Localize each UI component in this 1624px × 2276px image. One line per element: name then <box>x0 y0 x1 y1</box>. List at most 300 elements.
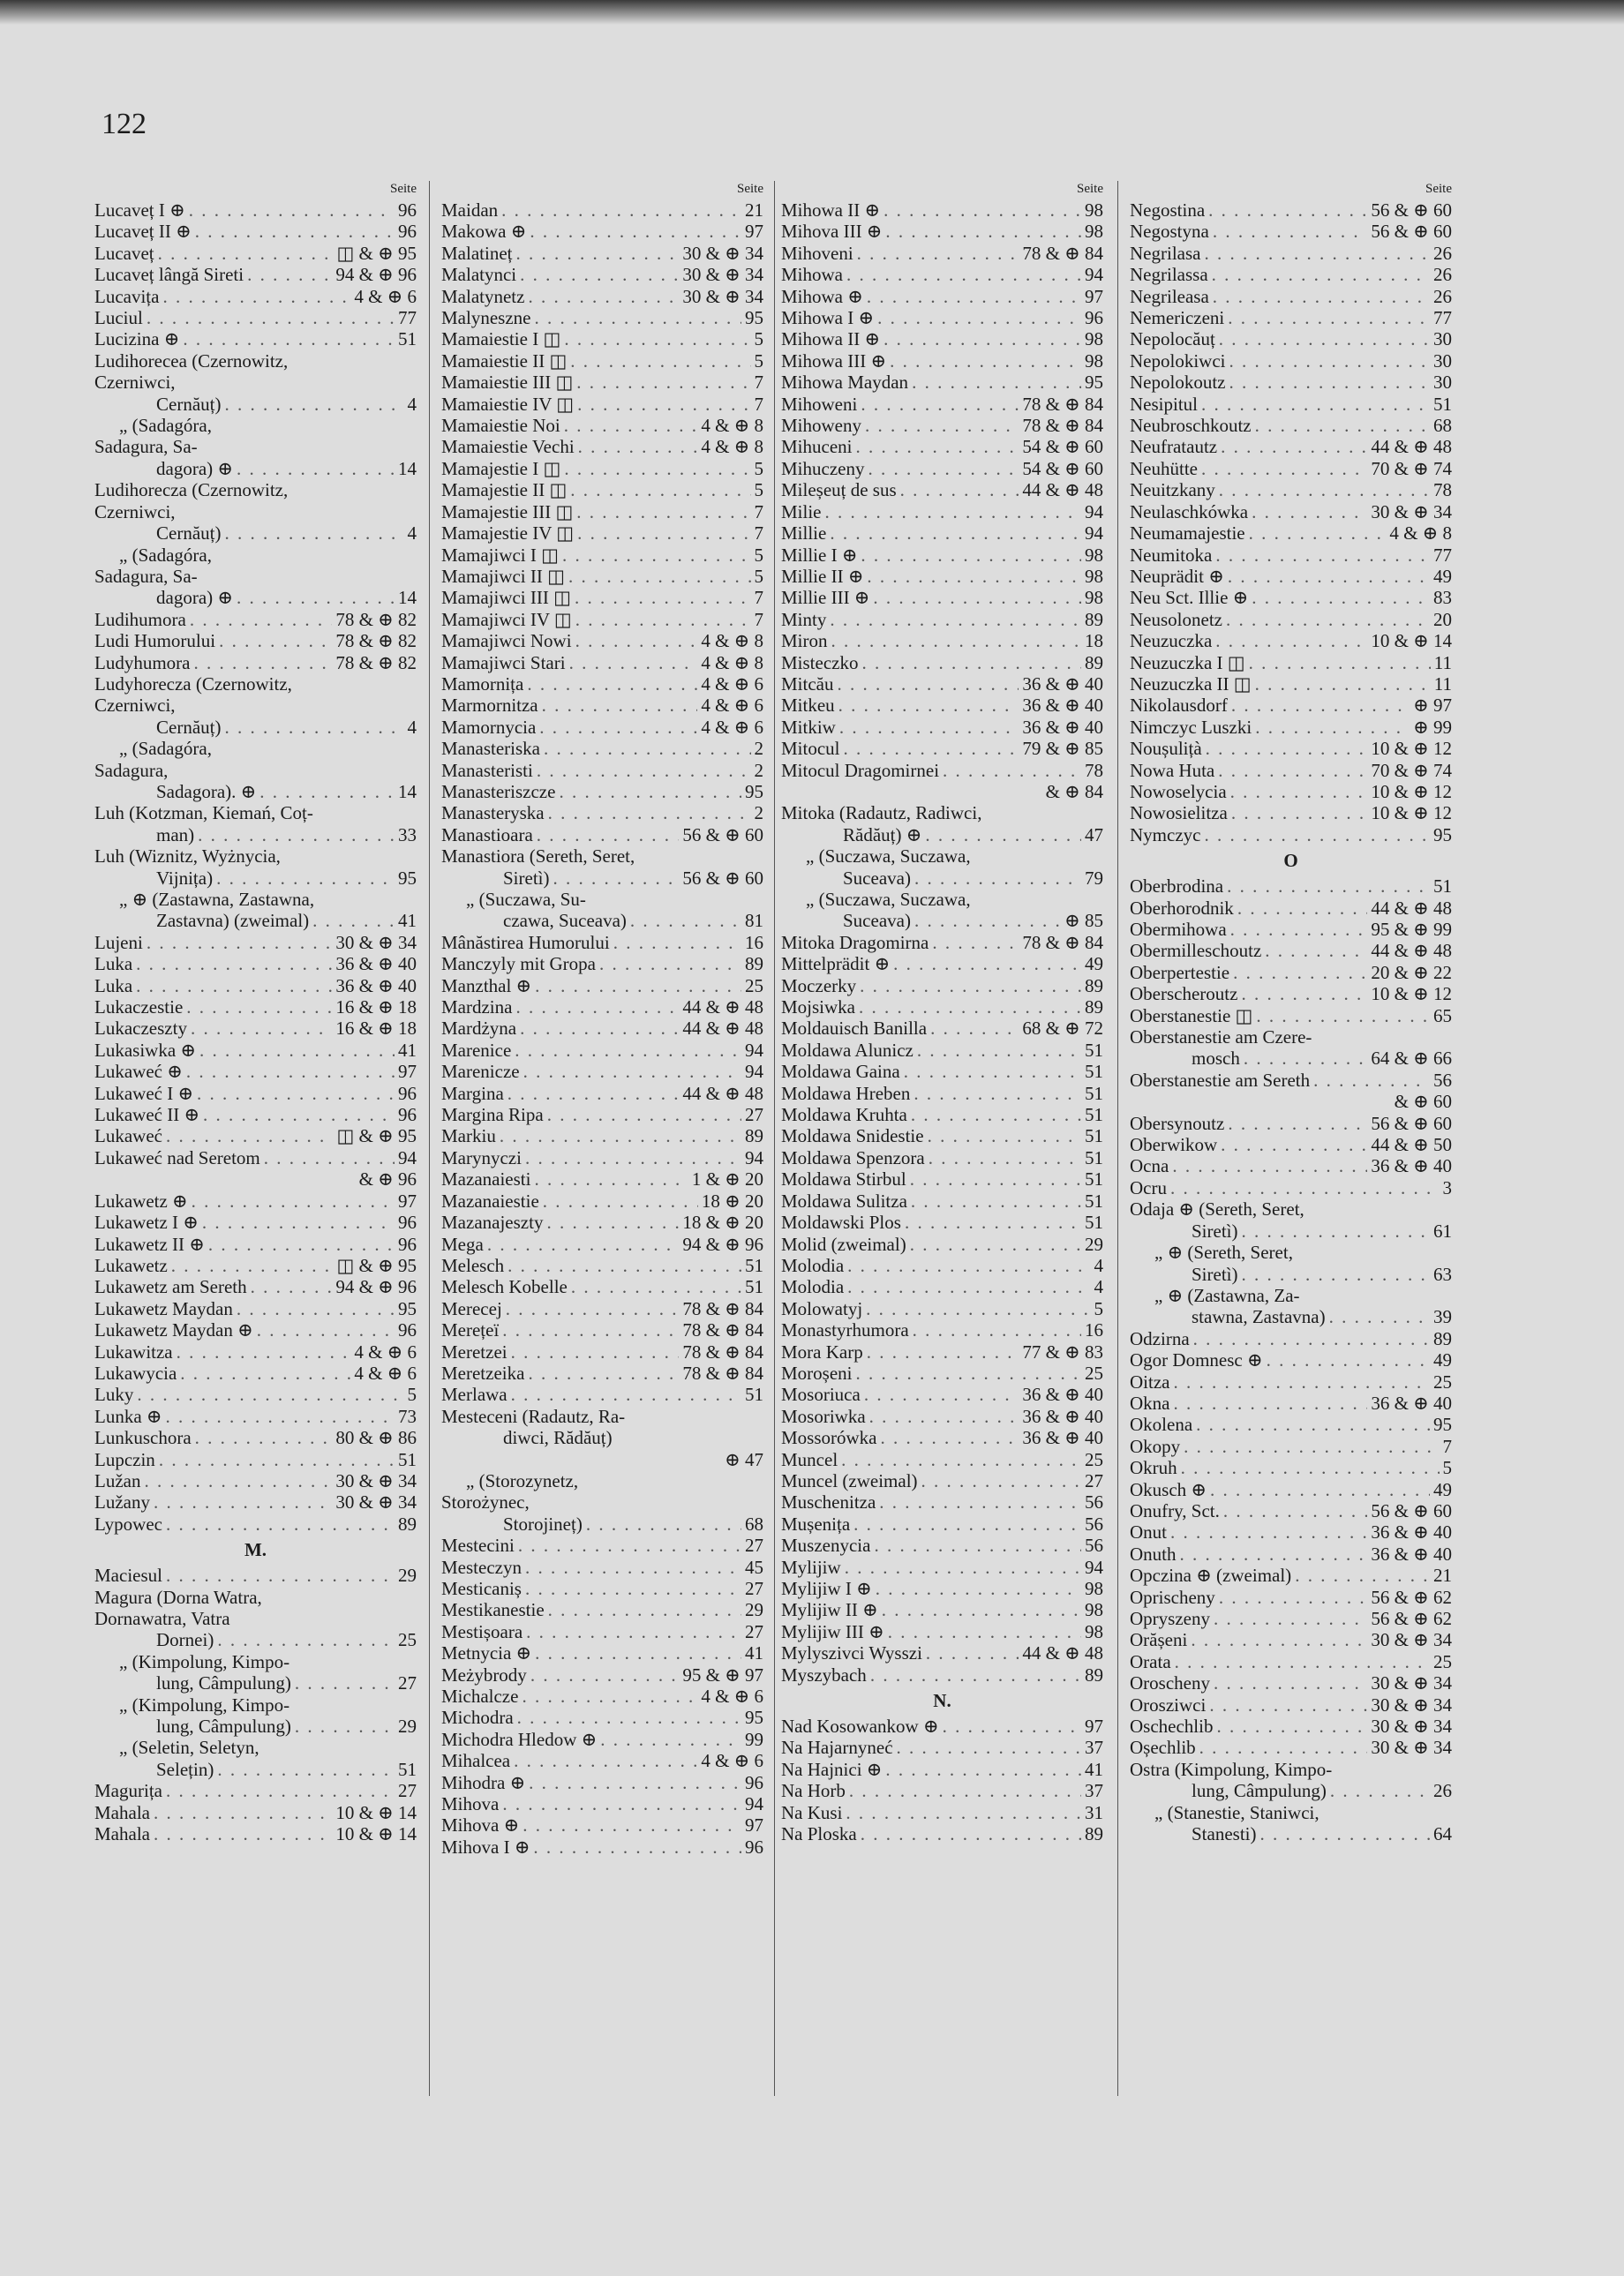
dot-leader <box>904 1061 1081 1082</box>
entry-name: Merlawa <box>441 1384 508 1406</box>
entry-page-ref: 25 <box>1433 1371 1452 1393</box>
dot-leader <box>599 953 741 974</box>
entry-name: Sadagora). ⊕ <box>156 780 257 802</box>
entry-name: Mihalcea <box>441 1750 511 1772</box>
dot-leader <box>860 975 1081 996</box>
index-entry <box>781 1384 1103 1405</box>
index-entry <box>781 328 1103 349</box>
dot-leader <box>186 1061 395 1082</box>
dot-leader <box>1330 1780 1430 1801</box>
index-entry <box>1130 286 1452 307</box>
index-entry <box>441 673 763 695</box>
entry-page-ref: 2 <box>754 759 763 781</box>
entry-name: Storojineț) <box>503 1513 583 1535</box>
entry-page-ref: 31 <box>1085 1801 1103 1823</box>
dot-leader <box>861 545 1081 566</box>
entry-name: Nowoselycia <box>1130 780 1227 802</box>
entry-page-ref: 14 <box>398 780 417 802</box>
index-entry-continuation: „ ⊕ (Zastawna, Za- <box>1154 1284 1300 1306</box>
index-entry <box>94 1191 417 1212</box>
index-entry-continuation: Mitoka (Radautz, Radiwci, <box>781 802 982 824</box>
index-entry <box>441 1276 763 1297</box>
index-entry-continuation: „ ⊕ (Sereth, Seret, <box>1154 1242 1293 1264</box>
entry-name: Lukawycia <box>94 1362 177 1384</box>
dot-leader <box>237 1298 395 1319</box>
entry-page-ref: 63 <box>1433 1263 1452 1285</box>
dot-leader <box>537 760 751 781</box>
dot-leader <box>1219 479 1430 500</box>
entry-name: Neuhütte <box>1130 457 1198 479</box>
entry-page-ref: 44 & ⊕ 48 <box>1022 1642 1103 1664</box>
entry-name: Malatynci <box>441 264 517 286</box>
dot-leader <box>928 1125 1081 1146</box>
index-entry <box>781 372 1103 393</box>
index-entry <box>441 1234 763 1255</box>
dot-leader <box>525 1578 741 1599</box>
dot-leader <box>569 652 698 673</box>
entry-name: Mamaiestie IV ◫ <box>441 393 575 415</box>
index-entry-continuation: Oberstanestie am Czere- <box>1130 1026 1312 1048</box>
entry-name: Lucaveț lângă Sireti <box>94 264 244 286</box>
entry-name: Luka <box>94 953 133 975</box>
dot-leader <box>874 1535 1081 1556</box>
index-entry <box>441 328 763 349</box>
index-entry-continuation: „ (Storozynetz, <box>466 1469 579 1491</box>
dot-leader <box>1242 1264 1431 1285</box>
entry-page-ref: 36 & ⊕ 40 <box>1022 1384 1103 1406</box>
dot-leader <box>508 1083 680 1104</box>
entry-page-ref: 51 <box>1085 1212 1103 1234</box>
entry-page-ref: 51 <box>745 1384 763 1406</box>
dot-leader <box>520 264 679 285</box>
entry-name: Negrileasa <box>1130 285 1209 307</box>
entry-name: Margina <box>441 1082 504 1104</box>
entry-name: Rădăuț) ⊕ <box>843 823 922 845</box>
column-header-seite: Seite <box>737 182 763 196</box>
entry-page-ref: 56 & ⊕ 60 <box>1371 1112 1452 1134</box>
entry-name: Manasteriszcze <box>441 780 556 802</box>
index-entry <box>441 738 763 759</box>
index-entry <box>441 522 763 544</box>
index-entry <box>441 479 763 500</box>
entry-page-ref: 51 <box>1085 1082 1103 1104</box>
index-entry <box>781 1621 1103 1642</box>
entry-name: Magurița <box>94 1780 162 1802</box>
index-column-1 <box>94 178 417 1844</box>
index-entry-continuation: Magura (Dorna Watra, <box>94 1586 262 1608</box>
index-entry <box>441 1341 763 1363</box>
entry-name: Luky <box>94 1384 134 1406</box>
dot-leader <box>192 1191 395 1212</box>
entry-page-ref: 68 & ⊕ 72 <box>1022 1018 1103 1040</box>
index-entry <box>94 975 417 996</box>
dot-leader <box>905 1212 1081 1233</box>
index-entry <box>781 760 1103 781</box>
entry-name: Malatineț <box>441 242 513 264</box>
entry-name: Okolena <box>1130 1414 1193 1436</box>
dot-leader <box>847 1276 1090 1297</box>
index-column-3 <box>781 178 1103 1844</box>
entry-page-ref: 18 ⊕ 20 <box>701 1190 763 1212</box>
entry-page-ref: 89 <box>1085 974 1103 996</box>
dot-leader <box>930 1018 1019 1039</box>
index-entry <box>94 1565 417 1586</box>
index-entry <box>441 501 763 522</box>
index-entry <box>781 1470 1103 1491</box>
dot-leader <box>166 1406 395 1427</box>
entry-name: Dornei) <box>156 1629 214 1651</box>
entry-page-ref: 36 & ⊕ 40 <box>1022 1427 1103 1449</box>
entry-page-ref: 37 <box>1085 1780 1103 1802</box>
dot-leader <box>537 824 680 845</box>
entry-name: Moldawa Snidestie <box>781 1125 924 1147</box>
dot-leader <box>530 221 741 242</box>
dot-leader <box>564 458 750 479</box>
dot-leader <box>1265 940 1367 961</box>
entry-name: Stanesti) <box>1192 1823 1257 1845</box>
entry-name: Oberstanestie am Sereth <box>1130 1069 1311 1091</box>
index-entry-continuation: Czerniwci, <box>94 695 176 717</box>
dot-leader <box>522 1686 697 1707</box>
entry-page-ref: 94 & ⊕ 96 <box>335 1276 417 1298</box>
index-entry <box>781 1535 1103 1556</box>
dot-leader <box>511 1341 680 1363</box>
entry-page-ref: 56 <box>1085 1513 1103 1535</box>
dot-leader <box>546 1212 679 1233</box>
entry-name: Monastyrhumora <box>781 1319 909 1341</box>
index-entry-continuation: & ⊕ 60 <box>1394 1091 1452 1113</box>
entry-name: Mușenița <box>781 1513 851 1535</box>
index-entry <box>441 868 763 889</box>
index-entry <box>781 1491 1103 1513</box>
dot-leader <box>171 1255 334 1276</box>
dot-leader <box>879 1491 1081 1513</box>
entry-name: Oberbrodina <box>1130 875 1224 898</box>
entry-name: Mihoweny <box>781 415 861 437</box>
entry-page-ref: 30 & ⊕ 34 <box>335 1469 417 1491</box>
dot-leader <box>1260 1823 1431 1844</box>
dot-leader <box>1249 652 1431 673</box>
dot-leader <box>190 609 333 630</box>
entry-page-ref: 78 & ⊕ 82 <box>335 608 417 630</box>
entry-name: Zastavna) (zweimal) <box>156 910 310 932</box>
entry-name: Marenicze <box>441 1061 520 1083</box>
dot-leader <box>846 1802 1081 1823</box>
index-entry <box>441 372 763 393</box>
dot-leader <box>166 1565 395 1586</box>
entry-page-ref: 94 & ⊕ 96 <box>335 264 417 286</box>
index-entry-continuation: „ (Suczawa, Suczawa, <box>806 845 971 868</box>
dot-leader <box>830 522 1081 544</box>
index-entry <box>1130 609 1452 630</box>
dot-leader <box>542 695 698 716</box>
dot-leader <box>217 1629 395 1650</box>
index-entry <box>781 609 1103 630</box>
entry-name: Oberhorodnik <box>1130 897 1234 919</box>
dot-leader <box>1170 1521 1367 1543</box>
index-entry <box>94 1470 417 1491</box>
index-entry <box>441 996 763 1018</box>
index-entry <box>1130 1823 1452 1844</box>
entry-page-ref: 36 & ⊕ 40 <box>1022 672 1103 695</box>
index-entry <box>781 1125 1103 1146</box>
index-entry <box>441 1621 763 1642</box>
dot-leader <box>559 781 741 802</box>
dot-leader <box>897 1737 1081 1758</box>
entry-page-ref: 36 & ⊕ 40 <box>1022 716 1103 738</box>
dot-leader <box>577 394 750 415</box>
entry-name: Lujeni <box>94 931 143 953</box>
dot-leader <box>562 545 751 566</box>
entry-page-ref: 4 & ⊕ 8 <box>701 436 763 458</box>
entry-page-ref: 79 <box>1085 867 1103 889</box>
dot-leader <box>1237 898 1368 919</box>
entry-name: Siretì) <box>1192 1263 1238 1285</box>
dot-leader <box>825 501 1082 522</box>
index-entry <box>1130 307 1452 328</box>
index-entry <box>1130 1479 1452 1500</box>
dot-leader <box>853 1514 1081 1535</box>
entry-page-ref: 27 <box>745 1104 763 1126</box>
entry-page-ref: 78 & ⊕ 84 <box>682 1319 763 1341</box>
index-entry <box>94 522 417 544</box>
entry-page-ref: 2 <box>754 738 763 760</box>
entry-page-ref: 96 <box>398 199 417 221</box>
index-entry <box>1130 1521 1452 1543</box>
entry-page-ref: 97 <box>1085 285 1103 307</box>
dot-leader <box>575 630 698 651</box>
dot-leader <box>535 975 741 996</box>
index-entry-continuation: Sadagura, <box>94 759 169 781</box>
entry-name: Cernăuț) <box>156 716 222 738</box>
entry-name: Ludyhumora <box>94 651 191 673</box>
dot-leader <box>1170 1177 1440 1198</box>
dot-leader <box>237 458 395 479</box>
entry-name: Neuzuczka II ◫ <box>1130 672 1252 695</box>
entry-page-ref: 95 <box>1433 1414 1452 1436</box>
entry-page-ref: 36 & ⊕ 40 <box>1371 1543 1452 1565</box>
entry-page-ref: 78 & ⊕ 84 <box>1022 931 1103 953</box>
index-entry <box>1130 566 1452 587</box>
dot-leader <box>838 695 1019 716</box>
entry-name: man) <box>156 823 195 845</box>
entry-name: Lukaczeszty <box>94 1018 187 1040</box>
entry-name: Oprischeny <box>1130 1586 1215 1608</box>
index-entry <box>1130 940 1452 961</box>
index-entry-continuation: ⊕ 47 <box>725 1448 763 1470</box>
entry-name: Mihova ⊕ <box>441 1814 520 1837</box>
dot-leader <box>1196 1414 1430 1435</box>
entry-name: Lucaveț I ⊕ <box>94 199 185 221</box>
entry-page-ref: 7 <box>754 393 763 415</box>
entry-name: Mihuczeny <box>781 457 865 479</box>
entry-page-ref: 27 <box>745 1535 763 1557</box>
entry-name: Molowatyj <box>781 1297 863 1319</box>
dot-leader <box>1226 609 1430 630</box>
entry-name: Oitza <box>1130 1371 1170 1393</box>
entry-name: Nepolocăuț <box>1130 328 1215 350</box>
dot-leader <box>515 1040 741 1061</box>
index-entry <box>94 286 417 307</box>
entry-name: Manczyly mit Gropa <box>441 953 596 975</box>
entry-page-ref: 51 <box>398 328 417 350</box>
index-entry <box>1130 962 1452 983</box>
index-entry-continuation: Ludyhorecza (Czernowitz, <box>94 672 292 695</box>
entry-name: Lukaweć nad Seretom <box>94 1146 260 1168</box>
index-entry <box>781 1449 1103 1470</box>
index-entry <box>441 394 763 415</box>
dot-leader <box>1199 1737 1368 1758</box>
entry-name: Moczerky <box>781 974 857 996</box>
index-entry-continuation: Ludihorecza (Czernowitz, <box>94 479 289 501</box>
entry-name: Malatynetz <box>441 285 525 307</box>
dot-leader <box>1204 824 1430 845</box>
entry-name: Suceava) <box>843 867 911 889</box>
entry-name: Lukaweć I ⊕ <box>94 1082 194 1104</box>
entry-name: Nimczyc Luszki <box>1130 716 1252 738</box>
dot-leader <box>526 1621 741 1642</box>
entry-name: Mega <box>441 1233 484 1255</box>
dot-leader <box>881 1427 1019 1448</box>
entry-name: Mihova III ⊕ <box>781 221 883 243</box>
entry-name: Okopy <box>1130 1435 1181 1457</box>
index-entry <box>94 1629 417 1650</box>
dot-leader <box>523 1061 741 1082</box>
entry-page-ref: 89 <box>1085 1823 1103 1845</box>
dot-leader <box>203 1104 395 1125</box>
dot-leader <box>144 1470 332 1491</box>
entry-page-ref: 96 <box>398 1082 417 1104</box>
index-entry-continuation: Luh (Kotzman, Kiemań, Coț- <box>94 802 313 824</box>
entry-page-ref: 16 <box>745 931 763 953</box>
entry-name: Mamajiwci IV ◫ <box>441 608 572 630</box>
dot-leader <box>861 1823 1081 1844</box>
index-entry <box>1130 738 1452 759</box>
index-entry <box>781 1168 1103 1190</box>
entry-page-ref: 30 & ⊕ 34 <box>335 931 417 953</box>
index-entry <box>1130 243 1452 264</box>
entry-name: Mazanajeszty <box>441 1212 544 1234</box>
dot-leader <box>914 910 1061 931</box>
index-entry <box>781 1802 1103 1823</box>
index-entry-continuation: diwci, Rădăuț) <box>503 1427 613 1449</box>
entry-name: Mamornycia <box>441 716 537 738</box>
entry-name: Manasteryska <box>441 802 545 824</box>
index-entry <box>1130 1048 1452 1069</box>
entry-name: Onuth <box>1130 1543 1177 1565</box>
entry-name: Onut <box>1130 1521 1167 1544</box>
entry-page-ref: 18 & ⊕ 20 <box>682 1212 763 1234</box>
index-entry <box>94 1298 417 1319</box>
entry-name: Mamajestie IV ◫ <box>441 522 575 545</box>
dot-leader <box>926 1642 1019 1664</box>
index-entry <box>781 1255 1103 1276</box>
dot-leader <box>1230 781 1368 802</box>
entry-name: Mânăstirea Humorului <box>441 931 610 953</box>
dot-leader <box>159 1449 395 1470</box>
entry-name: Moldawa Alunicz <box>781 1039 914 1061</box>
entry-page-ref: 44 & ⊕ 48 <box>682 996 763 1018</box>
dot-leader <box>523 1814 741 1836</box>
dot-leader <box>845 1557 1081 1578</box>
dot-leader <box>890 350 1081 372</box>
entry-page-ref: 20 & ⊕ 22 <box>1371 961 1452 983</box>
entry-page-ref: 97 <box>398 1190 417 1212</box>
index-entry-continuation: Czerniwci, <box>94 372 176 394</box>
index-entry-continuation: Sadagura, Sa- <box>94 565 198 587</box>
dot-leader <box>910 1168 1081 1190</box>
index-entry-continuation: Ludihorecea (Czernowitz, <box>94 349 289 372</box>
index-entry <box>1130 501 1452 522</box>
index-entry <box>1130 264 1452 285</box>
dot-leader <box>600 1729 741 1750</box>
entry-name: Manasteristi <box>441 759 533 781</box>
dot-leader <box>861 394 1019 415</box>
index-entry <box>1130 1565 1452 1586</box>
dot-leader <box>856 1363 1082 1384</box>
index-entry <box>1130 630 1452 651</box>
index-entry <box>781 587 1103 608</box>
index-entry <box>781 975 1103 996</box>
dot-leader <box>1201 394 1430 415</box>
dot-leader <box>1231 802 1368 823</box>
dot-leader <box>1255 673 1431 695</box>
entry-page-ref: 77 <box>1433 544 1452 566</box>
entry-page-ref: 4 & ⊕ 6 <box>701 672 763 695</box>
entry-page-ref: 27 <box>1085 1469 1103 1491</box>
entry-name: Mitkeu <box>781 695 835 717</box>
index-entry-continuation: & ⊕ 84 <box>1045 780 1103 802</box>
index-entry <box>1130 1371 1452 1393</box>
dot-leader <box>312 910 395 931</box>
entry-page-ref: 36 & ⊕ 40 <box>335 953 417 975</box>
index-entry <box>441 1814 763 1836</box>
index-entry <box>1130 522 1452 544</box>
dot-leader <box>913 1319 1081 1341</box>
index-entry <box>781 1716 1103 1737</box>
dot-leader <box>855 436 1019 457</box>
entry-name: Lukawetz <box>94 1254 168 1276</box>
dot-leader <box>193 652 332 673</box>
dot-leader <box>1231 695 1410 716</box>
index-entry-continuation: „ (Sadagóra, <box>119 544 212 566</box>
index-entry <box>94 1384 417 1405</box>
entry-name: Neufratautz <box>1130 436 1218 458</box>
index-entry-continuation: „ (Seletin, Seletyn, <box>119 1737 259 1759</box>
dot-leader <box>1252 587 1430 608</box>
entry-page-ref: 56 & ⊕ 62 <box>1371 1586 1452 1608</box>
entry-name: Manasteriska <box>441 738 540 760</box>
dot-leader <box>1214 1608 1367 1629</box>
dot-leader <box>136 953 332 974</box>
entry-page-ref: 25 <box>398 1629 417 1651</box>
entry-name: Metnycia ⊕ <box>441 1642 532 1664</box>
index-entry <box>441 1061 763 1082</box>
entry-name: Mihowa II ⊕ <box>781 199 881 221</box>
entry-name: Nepolokoutz <box>1130 372 1226 394</box>
entry-name: Negrilasa <box>1130 242 1201 264</box>
index-entry <box>441 199 763 221</box>
entry-name: Lukawetz Maydan <box>94 1297 233 1319</box>
index-entry <box>1130 1457 1452 1478</box>
dot-leader <box>1180 1544 1368 1565</box>
index-entry <box>94 1406 417 1427</box>
entry-page-ref: 56 & ⊕ 60 <box>1371 1499 1452 1521</box>
entry-page-ref: ◫ & ⊕ 95 <box>336 1125 417 1147</box>
entry-name: Lucaveț II ⊕ <box>94 221 192 243</box>
entry-page-ref: 11 <box>1433 672 1452 695</box>
index-entry <box>1130 1780 1452 1801</box>
